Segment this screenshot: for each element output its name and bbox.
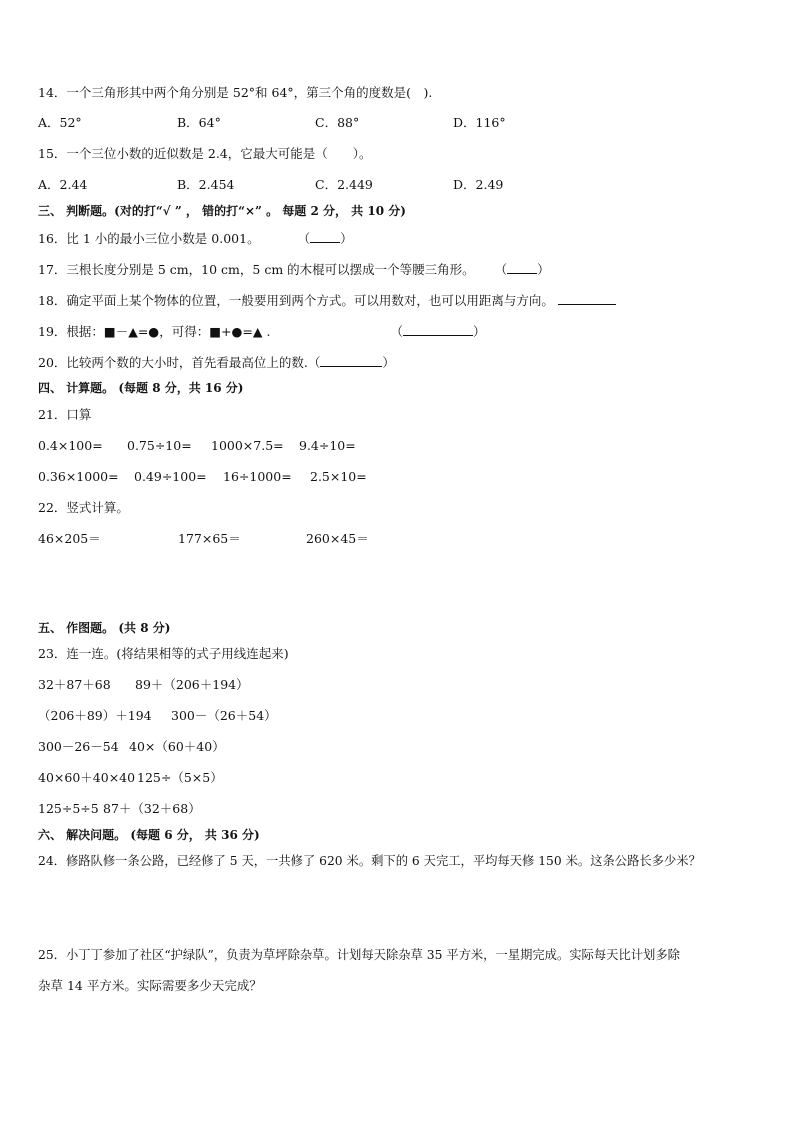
oral-calc-item: 0.36×1000=	[38, 469, 119, 484]
q14-option-c: C．88°	[315, 115, 360, 130]
oral-calc-item: 9.4÷10=	[299, 438, 356, 453]
match-left-item[interactable]: 300－26－54	[38, 739, 119, 754]
oral-calc-item: 0.49÷100=	[134, 469, 207, 484]
oral-calc-item: 2.5×10=	[310, 469, 367, 484]
section-3-heading: 三、 判断题。(对的打“√ ” ， 错的打“×” 。 每题 2 分， 共 10 分)	[38, 204, 406, 218]
question-18	[38, 292, 616, 309]
answer-blank[interactable]	[507, 261, 537, 274]
match-left-item[interactable]: （206＋89）＋194	[38, 708, 152, 723]
oral-calc-item: 1000×7.5=	[211, 438, 284, 453]
question-17	[38, 261, 550, 278]
answer-close-paren: ）	[537, 262, 550, 277]
section-5-heading: 五、 作图题。 (共 8 分)	[38, 621, 171, 635]
question-14: 14．一个三角形其中两个角分别是 52°和 64°，第三个角的度数是( ).	[38, 85, 433, 100]
answer-open-paren: （	[297, 231, 311, 246]
answer-blank[interactable]	[403, 323, 473, 336]
question-22: 22．竖式计算。	[38, 500, 129, 515]
q15-option-b: B．2.454	[177, 177, 235, 192]
oral-calc-item: 16÷1000=	[223, 469, 292, 484]
match-left-item[interactable]: 40×60＋40×40	[38, 770, 136, 785]
answer-open-paren: （	[390, 324, 403, 339]
question-21: 21．口算	[38, 407, 92, 422]
question-25-line-2: 杂草 14 平方米。实际需要多少天完成？	[38, 978, 262, 993]
q15-option-a: A．2.44	[38, 177, 88, 192]
question-17-text: 17．三根长度分别是 5 cm，10 cm，5 cm 的木棍可以摆成一个等腰三角形。	[38, 262, 475, 277]
question-19-text: 19．根据：■－▲=●，可得：■+●=▲ .	[38, 324, 271, 339]
section-6-heading: 六、 解决问题。 (每题 6 分， 共 36 分)	[38, 828, 260, 842]
match-left-item[interactable]: 125÷5÷5	[38, 801, 99, 816]
match-right-item[interactable]: 40×（60＋40）	[129, 739, 225, 754]
answer-close-paren: ）	[472, 324, 486, 339]
q15-option-c: C．2.449	[315, 177, 373, 192]
question-23: 23．连一连。(将结果相等的式子用线连起来)	[38, 646, 289, 661]
q14-option-b: B．64°	[177, 115, 221, 130]
answer-open-paren: （	[307, 355, 321, 370]
question-24: 24．修路队修一条公路，已经修了 5 天，一共修了 620 米。剩下的 6 天完工，平均每天修 150 米。这条公路长多少米？	[38, 854, 701, 868]
section-4-heading: 四、 计算题。 (每题 8 分，共 16 分)	[38, 381, 244, 395]
q15-option-d: D．2.49	[453, 177, 504, 192]
match-right-item[interactable]: 87＋（32＋68）	[103, 801, 201, 816]
question-18-text: 18．确定平面上某个物体的位置，一般要用到两个方式。可以用数对，也可以用距离与方向。	[38, 293, 554, 308]
match-right-item[interactable]: 300－（26＋54）	[171, 708, 277, 723]
answer-blank[interactable]	[320, 354, 382, 367]
question-16-text: 16．比 1 小的最小三位小数是 0.001。	[38, 231, 260, 246]
answer-blank[interactable]	[310, 230, 340, 243]
match-right-item[interactable]: 125÷（5×5）	[137, 770, 223, 785]
question-20	[38, 354, 395, 371]
q14-option-a: A．52°	[38, 115, 82, 130]
answer-open-paren: （	[494, 262, 508, 277]
vertical-calc-item: 46×205＝	[38, 531, 101, 546]
answer-close-paren: ）	[340, 231, 353, 246]
question-20-text: 20．比较两个数的大小时，首先看最高位上的数.	[38, 355, 308, 370]
question-25-line-1: 25．小丁丁参加了社区“护绿队”，负责为草坪除杂草。计划每天除杂草 35 平方米，一星期完成。实际每天比计划多除	[38, 948, 680, 962]
oral-calc-item: 0.4×100=	[38, 438, 103, 453]
question-16	[38, 230, 353, 247]
match-right-item[interactable]: 89＋（206＋194）	[135, 677, 249, 692]
question-19	[38, 323, 485, 340]
question-15: 15．一个三位小数的近似数是 2.4，它最大可能是（ ）。	[38, 146, 372, 161]
vertical-calc-item: 177×65＝	[178, 531, 241, 546]
answer-blank[interactable]	[558, 292, 616, 305]
q14-option-d: D．116°	[453, 115, 506, 130]
oral-calc-item: 0.75÷10=	[127, 438, 192, 453]
vertical-calc-item: 260×45＝	[306, 531, 369, 546]
answer-close-paren: ）	[382, 355, 395, 370]
match-left-item[interactable]: 32＋87＋68	[38, 677, 111, 692]
